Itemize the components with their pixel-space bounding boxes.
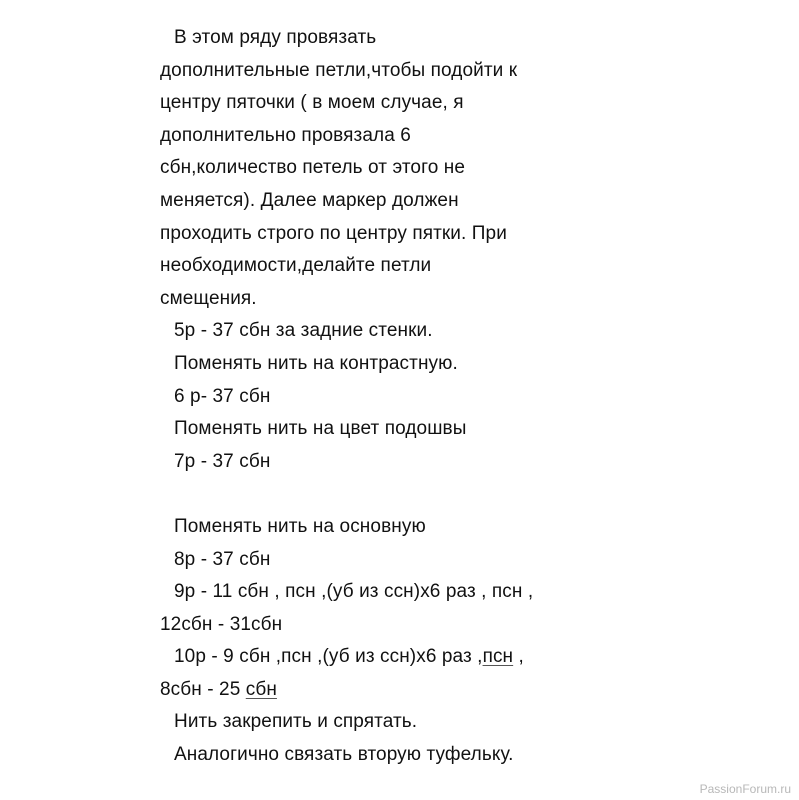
text-line: 8р - 37 сбн bbox=[174, 548, 271, 570]
text-line: центру пяточки ( в моем случае, я bbox=[160, 92, 464, 114]
instructions-text bbox=[160, 22, 780, 772]
underlined-word: сбн bbox=[245, 678, 277, 700]
text-line: дополнительные петли,чтобы подойти к bbox=[160, 59, 518, 81]
text-line: Поменять нить на основную bbox=[174, 515, 426, 537]
text-line: Поменять нить на контрастную. bbox=[174, 352, 458, 374]
watermark: PassionForum.ru bbox=[699, 782, 791, 796]
text-segment: 8сбн - 25 bbox=[160, 678, 246, 700]
text-line: Поменять нить на цвет подошвы bbox=[174, 418, 467, 440]
text-segment: 10р - 9 сбн ,псн ,(уб из ссн)х6 раз , bbox=[174, 646, 483, 668]
text-line: 5р - 37 сбн за задние стенки. bbox=[174, 320, 433, 342]
text-line-stitch-total bbox=[160, 674, 780, 707]
text-line: 12сбн - 31сбн bbox=[160, 613, 283, 635]
text-line: смещения. bbox=[160, 287, 257, 309]
text-line: сбн,количество петель от этого не bbox=[160, 157, 466, 179]
text-line: дополнительно провязала 6 bbox=[160, 124, 411, 146]
text-line: меняется). Далее маркер должен bbox=[160, 189, 459, 211]
text-line: Аналогично связать вторую туфельку. bbox=[174, 744, 514, 766]
text-line: необходимости,делайте петли bbox=[160, 255, 432, 277]
text-segment: , bbox=[513, 646, 524, 668]
underlined-word: псн bbox=[482, 646, 514, 668]
text-line: В этом ряду провязать bbox=[174, 27, 377, 48]
text-line-row-10 bbox=[160, 641, 780, 674]
text-line: 9р - 11 сбн , псн ,(уб из ссн)х6 раз , псн , bbox=[174, 581, 534, 603]
text-line: 6 р- 37 сбн bbox=[174, 385, 271, 407]
blank-line bbox=[160, 478, 780, 511]
text-line: проходить строго по центру пятки. При bbox=[160, 222, 507, 244]
text-line: 7р - 37 сбн bbox=[174, 450, 271, 472]
text-line: Нить закрепить и спрятать. bbox=[174, 711, 418, 733]
